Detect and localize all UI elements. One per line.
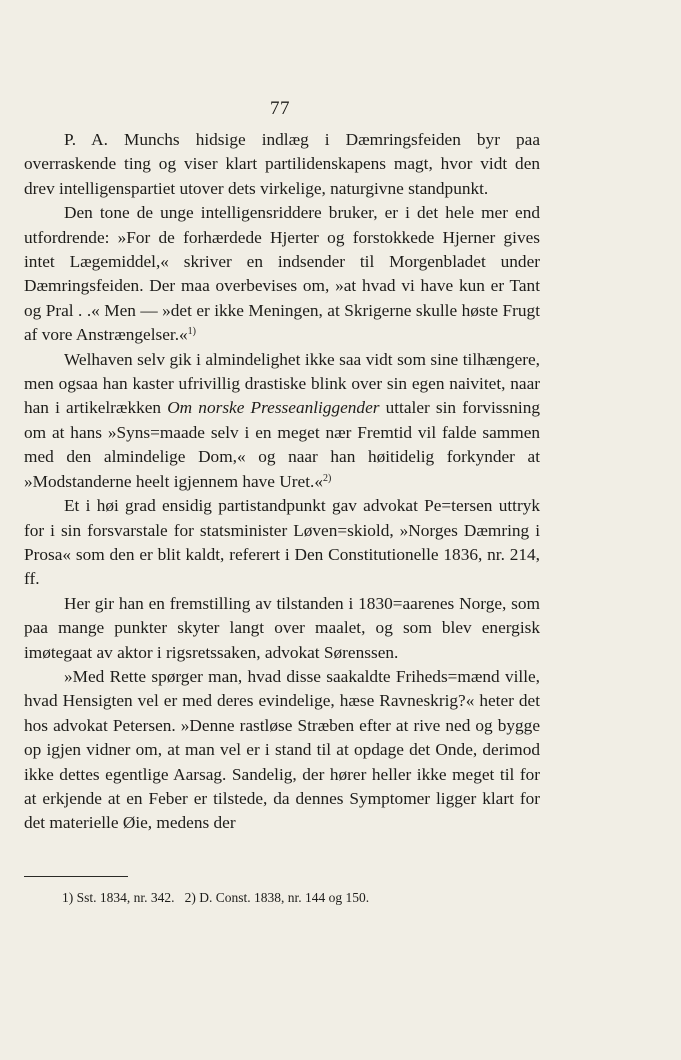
- footnote-divider: [24, 876, 128, 877]
- body-text: [24, 128, 540, 836]
- footnote-mark: 1): [62, 890, 74, 905]
- paragraph-text: »Med Rette spørger man, hvad disse saakaldte Friheds=mænd ville, hvad Hensigten vel er med deres evindelige, hæse Ravneskrig?« heter det hos advokat Petersen. »Denne rastløse Stræben efter at rive ned og bygge op igjen vidner om, at man vel er i stand til at opdage det Onde, derimod ikke dettes egentlige Aarsag. Sandelig, der hører heller ikke meget til for at erkjende at en Feber er tilstede, da dennes Symptomer ligger klart for det materielle Øie, medens der: [24, 666, 540, 833]
- footnote-2: [185, 890, 370, 905]
- paragraph-6: [24, 665, 540, 836]
- footnote-ref-1: 1): [187, 326, 196, 338]
- footnote-text: D. Const. 1838, nr. 144 og 150.: [199, 890, 370, 905]
- footnotes: [62, 888, 522, 908]
- italic-title: Om norske Presseanliggender: [167, 398, 380, 418]
- footnote-mark: 2): [184, 890, 196, 905]
- paragraph-1: [24, 128, 540, 201]
- footnote-ref-2: 2): [322, 472, 332, 484]
- paragraph-text: Et i høi grad ensidig partistandpunkt gav advokat Pe=tersen uttryk for i sin forsvarstale for statsminister Løven=skiold, »Norges Dæmring i Prosa« som den er blit kaldt, referert i Den Constitutionelle 1836, nr. 214, ff.: [24, 496, 540, 589]
- paragraph-5: [24, 592, 540, 665]
- paragraph-text: P. A. Munchs hidsige indlæg i Dæmringsfeiden byr paa overraskende ting og viser klart partilidenskapens magt, hvor vidt den drev intelligenspartiet utover dets virkelige, naturgivne standpunkt.: [24, 130, 540, 198]
- paragraph-text: Her gir han en fremstilling av tilstanden i 1830=aarenes Norge, som paa mange punkter skyter langt over maalet, og som blev energisk imøtegaat av aktor i rigsretssaken, advokat Sørenssen.: [24, 593, 540, 662]
- paragraph-4: [24, 494, 540, 592]
- paragraph-3: [24, 348, 540, 494]
- paragraph-text: uttaler sin forvissning om at hans »Syns=maade selv i en meget nær Fremtid vil falde sammen med den almindelige Dom,« og naar han høitidelig forkynder at »Modstanderne heelt igjennem have Uret.«: [24, 398, 540, 491]
- footnote-1: [62, 890, 175, 905]
- paragraph-2: [24, 201, 540, 347]
- paragraph-text: Welhaven selv gik i almindelighet ikke saa vidt som sine tilhængere, men ogsaa han kaster ufrivillig drastiske blink over sin egen naivitet, naar han i artikelrækken: [24, 349, 540, 418]
- page-number: 77: [270, 98, 290, 119]
- paragraph-text: Den tone de unge intelligensriddere bruker, er i det hele mer end utfordrende: »For de forhærdede Hjerter og forstokkede Hjerner gives intet Lægemiddel,« skriver en indsender til Morgenbladet under Dæmringsfeiden. Der maa overbevises om, »at hvad vi have kun er Tant og Pral . .« Men — »det er ikke Meningen, at Skrigerne skulle høste Frugt af vore Anstrængelser.«: [24, 203, 540, 345]
- footnote-text: Sst. 1834, nr. 342.: [76, 890, 175, 905]
